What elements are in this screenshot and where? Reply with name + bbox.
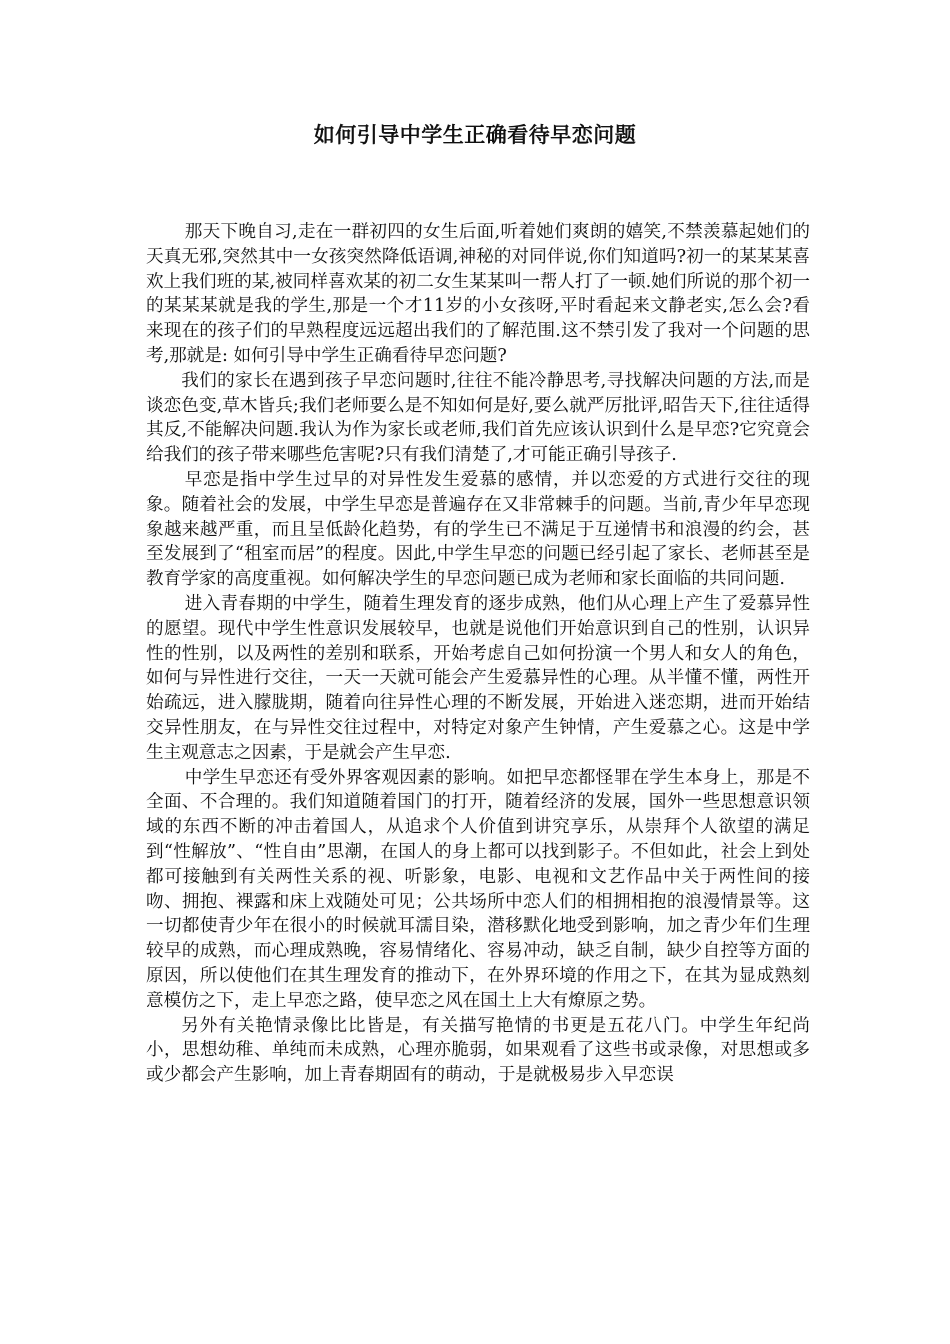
paragraph: 我们的家长在遇到孩子早恋问题时,往往不能冷静思考,寻找解决问题的方法,而是谈恋色变,草木皆兵;我们老师要么是不知如何是好,要么就严厉批评,昭告天下,往往适得其反,不能解决问题.我认为作为家长或老师,我们首先应该认识到什么是早恋?它究竟会给我们的孩子带来哪些危害呢?只有我们清楚了,才可能正确引导孩子. xyxy=(146,370,810,466)
paragraph: 进入青春期的中学生，随着生理发育的逐步成熟，他们从心理上产生了爱慕异性的愿望。现代中学生性意识发展较早，也就是说他们开始意识到自己的性别，认识异性的性别，以及两性的差别和联系，开始考虑自己如何扮演一个男人和女人的角色，如何与异性进行交往，一天一天就可能会产生爱慕异性的心理。从半懂不懂，两性开始疏远，进入朦胧期，随着向往异性心理的不断发展，开始进入迷恋期，进而开始结交异性朋友，在与异性交往过程中，对特定对象产生钟情，产生爱慕之心。这是中学生主观意志之因素，于是就会产生早恋. xyxy=(146,593,810,763)
paragraph: 那天下晚自习,走在一群初四的女生后面,听着她们爽朗的嬉笑,不禁羡慕起她们的天真无邪,突然其中一女孩突然降低语调,神秘的对同伴说,你们知道吗?初一的某某某喜欢上我们班的某,被同样喜欢某的初二女生某某叫一帮人打了一顿.她们所说的那个初一的某某某就是我的学生,那是一个才11岁的小女孩呀,平时看起来文静老实,怎么会?看来现在的孩子们的早熟程度远远超出我们的了解范围.这不禁引发了我对一个问题的思考,那就是: 如何引导中学生正确看待早恋问题? xyxy=(146,222,810,366)
paragraph: 早恋是指中学生过早的对异性发生爱慕的感情，并以恋爱的方式进行交往的现象。随着社会的发展，中学生早恋是普遍存在又非常棘手的问题。当前,青少年早恋现象越来越严重，而且呈低龄化趋势，有的学生已不满足于互递情书和浪漫的约会，甚至发展到了“租室而居”的程度。因此,中学生早恋的问题已经引起了家长、老师甚至是教育学家的高度重视。如何解决学生的早恋问题已成为老师和家长面临的共同问题. xyxy=(146,469,810,590)
paragraph: 中学生早恋还有受外界客观因素的影响。如把早恋都怪罪在学生本身上，那是不全面、不合理的。我们知道随着国门的打开，随着经济的发展，国外一些思想意识领域的东西不断的冲击着国人，从追求个人价值到讲究享乐，从崇拜个人欲望的满足到“性解放”、“性自由”思潮，在国人的身上都可以找到影子。不但如此，社会上到处都可接触到有关两性关系的视、听影象，电影、电视和文艺作品中关于两性间的接吻、拥抱、裸露和床上戏随处可见；公共场所中恋人们的相拥相抱的浪漫情景等。这一切都使青少年在很小的时候就耳濡目染，潜移默化地受到影响，加之青少年们生理较早的成熟，而心理成熟晚，容易情绪化、容易冲动，缺乏自制，缺少自控等方面的原因，所以使他们在其生理发育的推动下，在外界环境的作用之下，在其为显成熟刻意模仿之下，走上早恋之路，使早恋之风在国土上大有燎原之势。 xyxy=(146,767,810,1011)
document-body xyxy=(146,220,810,1088)
document-title: 如何引导中学生正确看待早恋问题 xyxy=(313,123,637,147)
paragraph: 另外有关艳情录像比比皆是，有关描写艳情的书更是五花八门。中学生年纪尚小，思想幼稚、单纯而未成熟，心理亦脆弱，如果观看了这些书或录像，对思想或多或少都会产生影响，加上青春期固有的萌动，于是就极易步入早恋误 xyxy=(146,1015,810,1086)
